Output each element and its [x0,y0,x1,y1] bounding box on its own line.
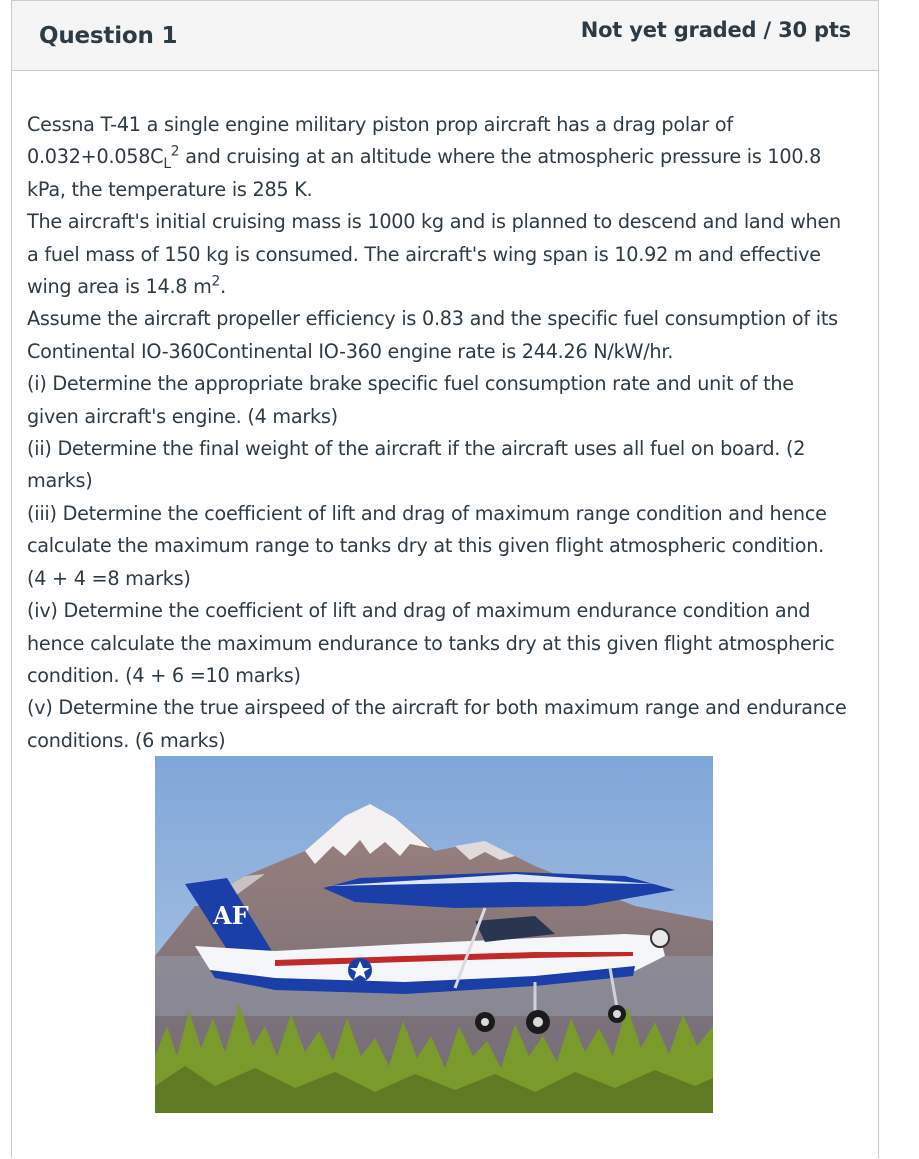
part-iv: (iv) Determine the coefficient of lift and drag of maximum endurance condition and hence calculate the maximum endurance to tanks dry at this given flight atmospheric condition. (4 + 6 =10 marks) [27,599,835,687]
paragraph-mass: The aircraft's initial cruising mass is 1000 kg and is planned to descend and land when a fuel mass of 150 kg is consumed. The aircraft's wing span is 10.92 m and effective wing area is 14.8 $m^2$. [27,210,841,299]
aircraft-illustration [155,756,713,1113]
wheel-nose-hub [613,1010,621,1018]
question-title: Question 1 [39,23,178,49]
wheel-rear-hub [481,1018,489,1026]
wheel-main-hub [533,1017,543,1027]
question-header [12,1,878,71]
propeller-hub [651,929,669,947]
paragraph-aircraft: Cessna T-41 a single engine military piston prop aircraft has a drag polar of $0.032+0.058C_L^2$ and cruising at an altitude where the atmospheric pressure is 100.8 kPa, the temperature is 285 K. [27,113,822,201]
part-v: (v) Determine the true airspeed of the aircraft for both maximum range and endurance conditions. (6 marks) [27,696,847,752]
tail-logo: AF [213,901,249,930]
aircraft-photo [155,756,713,1113]
part-iii: (iii) Determine the coefficient of lift and drag of maximum range condition and hence calculate the maximum range to tanks dry at this given flight atmospheric condition. (4 + 4 =8 marks) [27,501,827,590]
part-i: (i) Determine the appropriate brake specific fuel consumption rate and unit of the given aircraft's engine. (4 marks) [27,372,794,428]
part-ii: (ii) Determine the final weight of the aircraft if the aircraft uses all fuel on board. (2 marks) [27,437,806,493]
question-points-status: Not yet graded / 30 pts [580,18,851,42]
question-text [27,109,847,757]
paragraph-assumptions: Assume the aircraft propeller efficiency is 0.83 and the specific fuel consumption of its Continental IO-360Continental IO-360 engine rate is 244.26 N/kW/hr. [27,307,838,363]
